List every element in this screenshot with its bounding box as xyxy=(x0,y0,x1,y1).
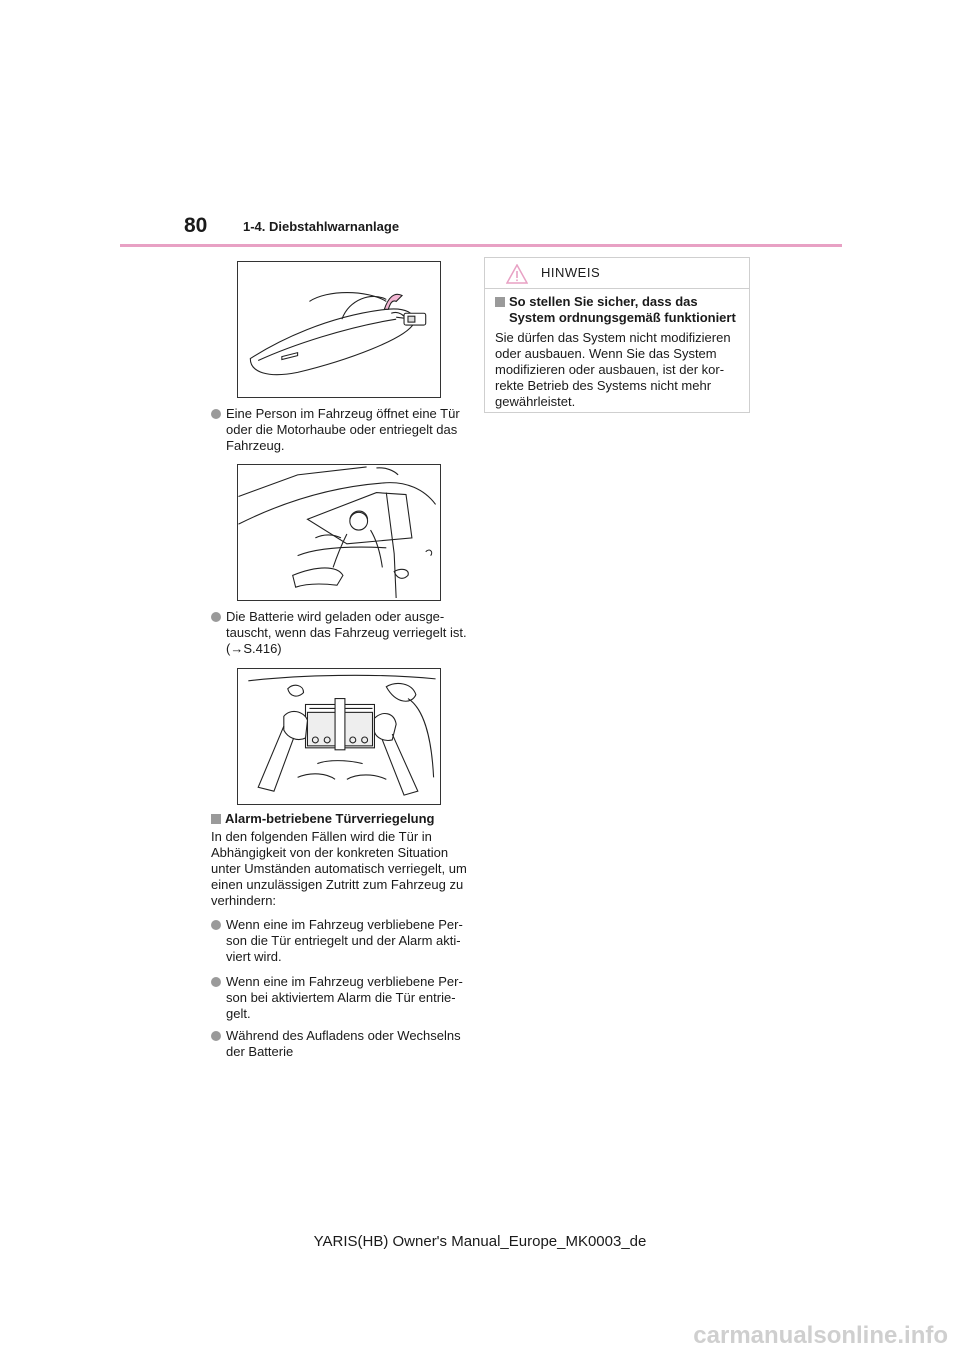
list-item-text: Wenn eine im Fahrzeug verbliebene Per- son die Tür entriegelt und der Alarm akti- viert wird. xyxy=(226,917,463,964)
list-item xyxy=(211,406,467,454)
notice-subheading xyxy=(495,294,743,326)
list-item xyxy=(211,1028,467,1060)
list-item-text: Wenn eine im Fahrzeug verbliebene Per- son bei aktiviertem Alarm die Tür entrie- gelt. xyxy=(226,974,463,1021)
notice-body: Sie dürfen das System nicht modifizieren oder ausbauen. Wenn Sie das System modifizieren oder ausbauen, ist der kor- rekte Betrieb des Systems nicht mehr gewährleistet. xyxy=(495,330,731,409)
bullet-icon xyxy=(211,1031,221,1041)
footer-text: YARIS(HB) Owner's Manual_Europe_MK0003_de xyxy=(313,1233,647,1250)
battery-replacement-illustration xyxy=(237,668,441,805)
warning-triangle-icon xyxy=(506,264,528,284)
bullet-icon xyxy=(211,920,221,930)
person-in-car-illustration xyxy=(237,464,441,601)
list-item xyxy=(211,609,467,657)
list-item xyxy=(211,917,467,965)
square-bullet-icon xyxy=(495,297,505,307)
header-rule xyxy=(120,244,842,247)
bullet-icon xyxy=(211,409,221,419)
alarm-intro-paragraph: In den folgenden Fällen wird die Tür in Abhängigkeit von der konkreten Situation unter Umständen automatisch verriegelt, um einen unzulässigen Zutritt zum Fahrzeug zu verhindern: xyxy=(211,829,467,908)
square-bullet-icon xyxy=(211,814,221,824)
bullet-icon xyxy=(211,612,221,622)
door-handle-key-illustration xyxy=(237,261,441,398)
section-heading xyxy=(211,811,435,827)
list-item-text: Eine Person im Fahrzeug öffnet eine Tür oder die Motorhaube oder entriegelt das Fahrzeug. xyxy=(226,406,460,453)
notice-header xyxy=(485,258,749,289)
list-item-text: Während des Aufladens oder Wechselns der Batterie xyxy=(226,1028,461,1059)
notice-box xyxy=(484,257,750,413)
bullet-icon xyxy=(211,977,221,987)
section-heading-text: Alarm-betriebene Türverriegelung xyxy=(225,811,435,826)
notice-title: HINWEIS xyxy=(541,265,601,280)
list-item-text: Die Batterie wird geladen oder ausge- tauscht, wenn das Fahrzeug verriegelt ist. (→S.416) xyxy=(226,609,467,656)
list-item xyxy=(211,974,467,1022)
notice-subheading-text: So stellen Sie sicher, dass das System ordnungsgemäß funktioniert xyxy=(509,294,736,325)
page-number: 80 xyxy=(184,214,208,237)
section-title: 1-4. Diebstahlwarnanlage xyxy=(243,219,400,234)
watermark: carmanualsonline.info xyxy=(693,1322,948,1349)
